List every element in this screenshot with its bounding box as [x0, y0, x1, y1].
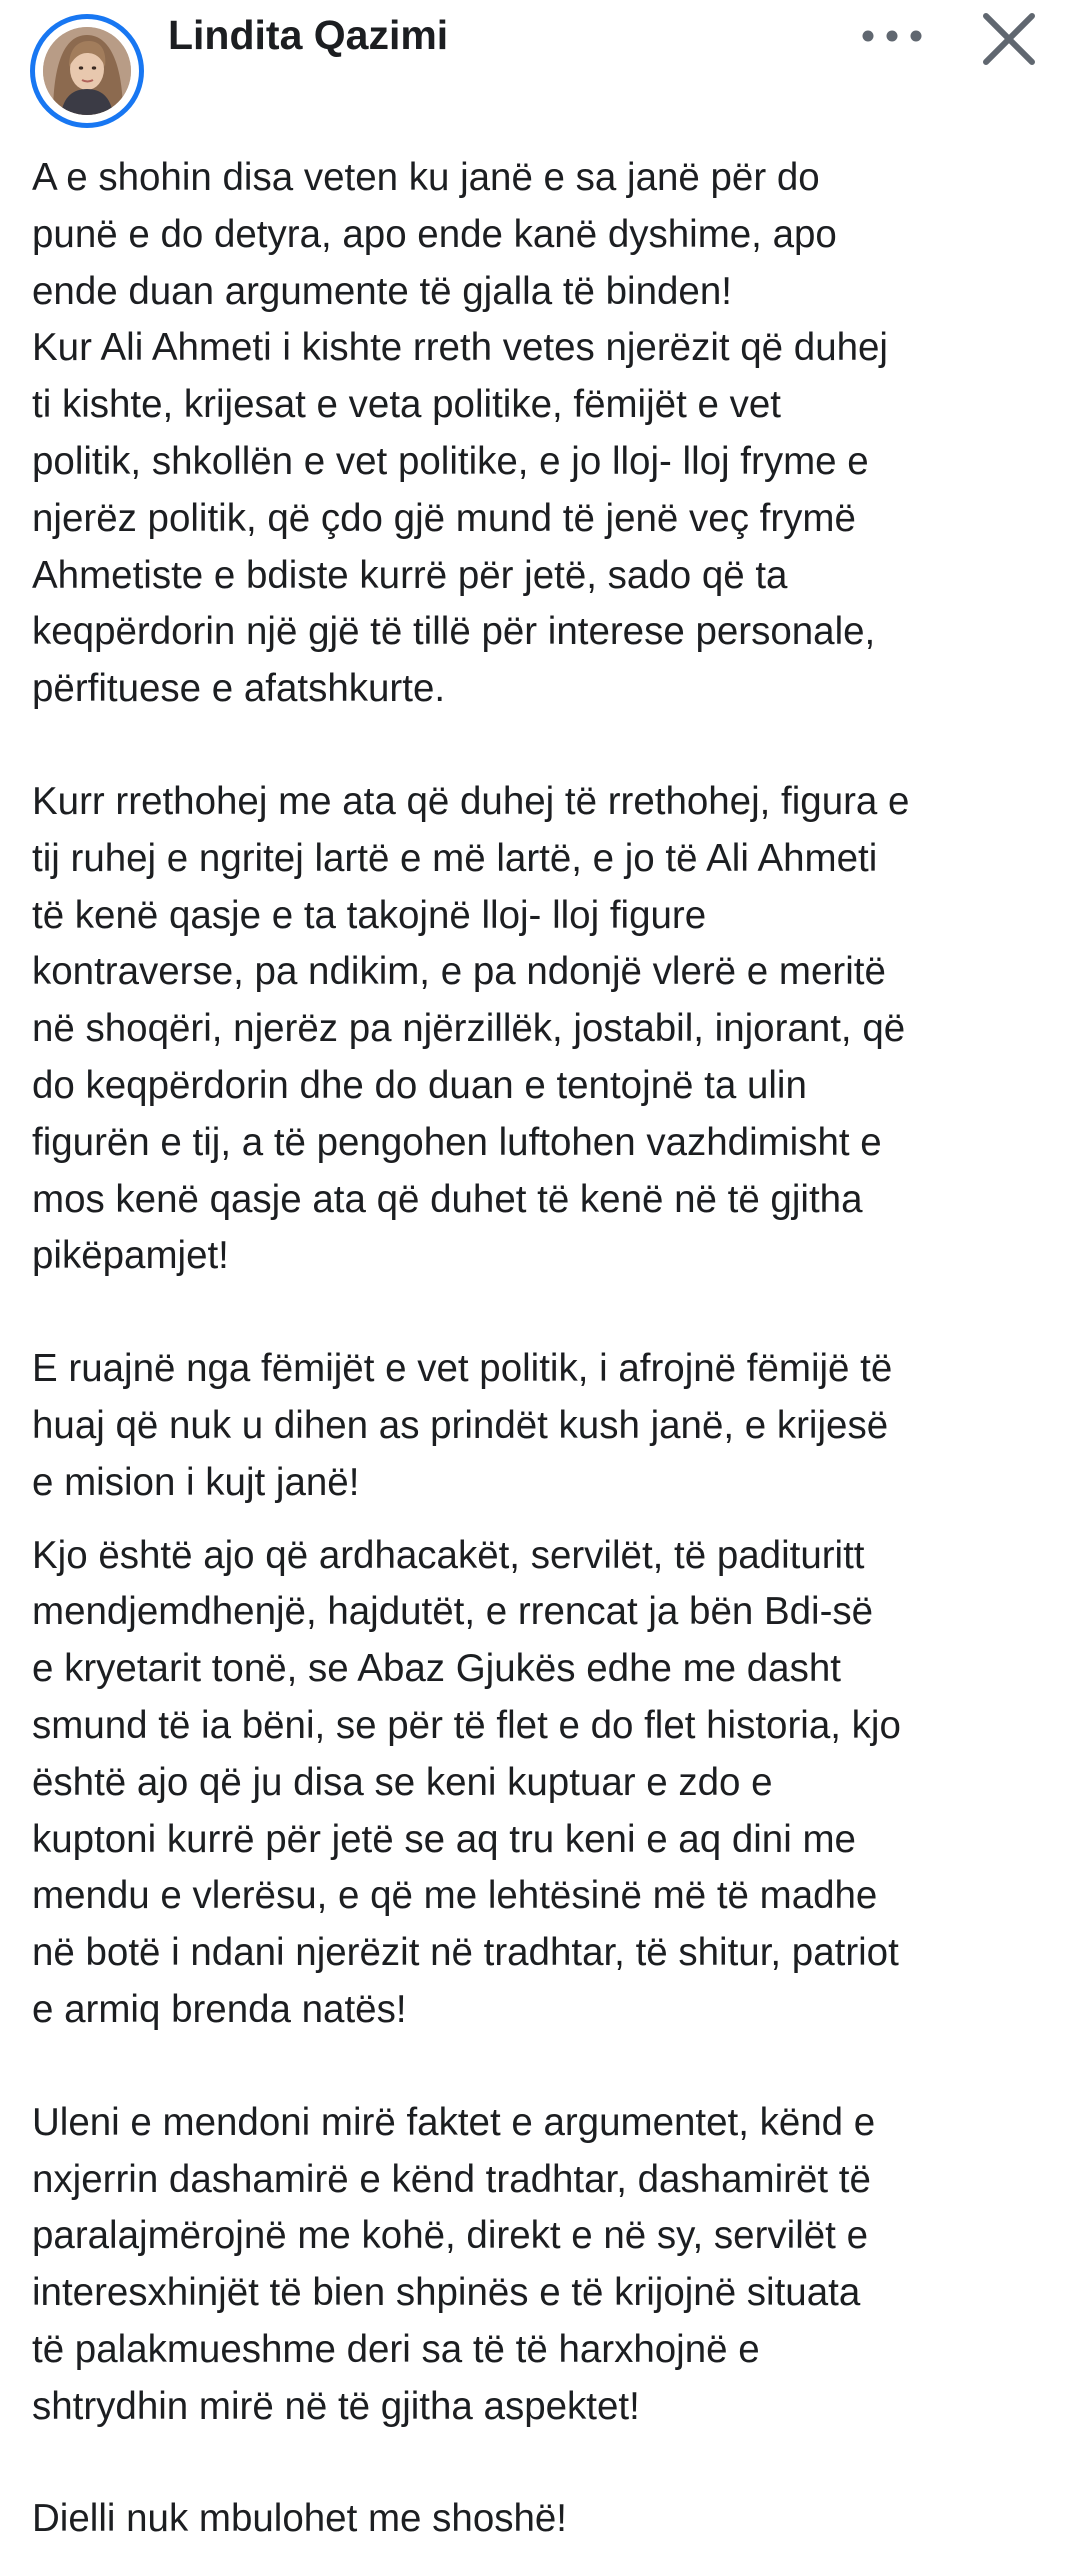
avatar-image [43, 27, 131, 115]
text-line: në botë i ndani njerëzit në tradhtar, të shitur, patriot [32, 1931, 899, 1975]
text-line: Kurr rrethohej me ata që duhej të rrethohej, figura e [32, 779, 910, 823]
text-line: huaj që nuk u dihen as prindët kush janë, e krijesë [32, 1403, 889, 1447]
text-line: shtrydhin mirë në të gjitha aspektet! [32, 2384, 640, 2428]
text-line: Dielli nuk mbulohet me shoshë! [32, 2497, 567, 2541]
text-line: Kjo është ajo që ardhacakët, servilët, të padituritt [32, 1533, 865, 1577]
paragraph-5 [32, 2095, 1048, 2436]
text-line: e armiq brenda natës! [32, 1987, 407, 2031]
paragraph-spacer [32, 718, 1048, 774]
more-options-button[interactable] [852, 8, 932, 64]
paragraph-1 [32, 150, 1048, 718]
paragraph-4 [32, 1528, 1048, 2039]
more-horizontal-icon [852, 8, 932, 64]
text-line: Ahmetiste e bdiste kurrë për jetë, sado që ta [32, 553, 788, 597]
text-line: Kur Ali Ahmeti i kishte rreth vetes njerëzit që duhej [32, 326, 888, 370]
paragraph-2 [32, 774, 1048, 1285]
close-icon [976, 6, 1042, 72]
text-line: përfituese e afatshkurte. [32, 667, 446, 711]
text-line: ti kishte, krijesat e veta politike, fëmijët e vet [32, 383, 781, 427]
text-line: e kryetarit tonë, se Abaz Gjukës edhe me dasht [32, 1647, 841, 1691]
text-line: tij ruhej e ngritej lartë e më lartë, e jo të Ali Ahmeti [32, 836, 878, 880]
text-line: ende duan argumente të gjalla të binden! [32, 269, 732, 313]
text-line: mendjemdhenjë, hajdutët, e rrencat ja bën Bdi-së [32, 1590, 874, 1634]
text-line: E ruajnë nga fëmijët e vet politik, i afrojnë fëmijë të [32, 1347, 893, 1391]
avatar[interactable] [43, 27, 131, 115]
paragraph-spacer [32, 2039, 1048, 2095]
post-text [32, 150, 1048, 2548]
text-line: kuptoni kurrë për jetë se aq tru keni e aq dini me [32, 1817, 856, 1861]
post-header [0, 0, 1068, 140]
text-line: nxjerrin dashamirë e kënd tradhtar, dashamirët të [32, 2157, 871, 2201]
text-line: të palakmueshme deri sa të të harxhojnë e [32, 2327, 760, 2371]
text-line: politik, shkollën e vet politike, e jo lloj- lloj fryme e [32, 439, 869, 483]
paragraph-spacer [32, 1512, 1048, 1528]
text-line: të kenë qasje e ta takojnë lloj- lloj figure [32, 893, 707, 937]
text-line: mendu e vlerësu, e që me lehtësinë më të madhe [32, 1874, 878, 1918]
paragraph-spacer [32, 2435, 1048, 2491]
text-line: A e shohin disa veten ku janë e sa janë për do [32, 156, 820, 199]
paragraph-6 [32, 2491, 1048, 2548]
text-line: njerëz politik, që çdo gjë mund të jenë veç frymë [32, 496, 856, 540]
paragraph-3 [32, 1341, 1048, 1511]
close-button[interactable] [976, 6, 1042, 72]
text-line: është ajo që ju disa se keni kuptuar e zdo e [32, 1760, 773, 1804]
text-line: pikëpamjet! [32, 1234, 229, 1278]
text-line: smund të ia bëni, se për të flet e do flet historia, kjo [32, 1703, 901, 1747]
text-line: paralajmërojnë me kohë, direkt e në sy, servilët e [32, 2214, 868, 2258]
author-name[interactable]: Lindita Qazimi [168, 12, 449, 58]
text-line: punë e do detyra, apo ende kanë dyshime, apo [32, 212, 837, 256]
text-line: mos kenë qasje ata që duhet të kenë në të gjitha [32, 1177, 863, 1221]
paragraph-spacer [32, 1285, 1048, 1341]
story-ring[interactable] [30, 14, 144, 128]
text-line: e mision i kujt janë! [32, 1460, 360, 1504]
text-line: figurën e tij, a të pengohen luftohen vazhdimisht e [32, 1120, 882, 1164]
text-line: në shoqëri, njerëz pa njërzillëk, jostabil, injorant, që [32, 1007, 906, 1051]
text-line: Uleni e mendoni mirë faktet e argumentet, kënd e [32, 2100, 876, 2144]
text-line: do keqpërdorin dhe do duan e tentojnë ta ulin [32, 1063, 807, 1107]
text-line: kontraverse, pa ndikim, e pa ndonjë vlerë e meritë [32, 950, 886, 994]
text-line: keqpërdorin një gjë të tillë për interese personale, [32, 610, 876, 654]
text-line: interesxhinjët të bien shpinës e të krijojnë situata [32, 2271, 861, 2315]
